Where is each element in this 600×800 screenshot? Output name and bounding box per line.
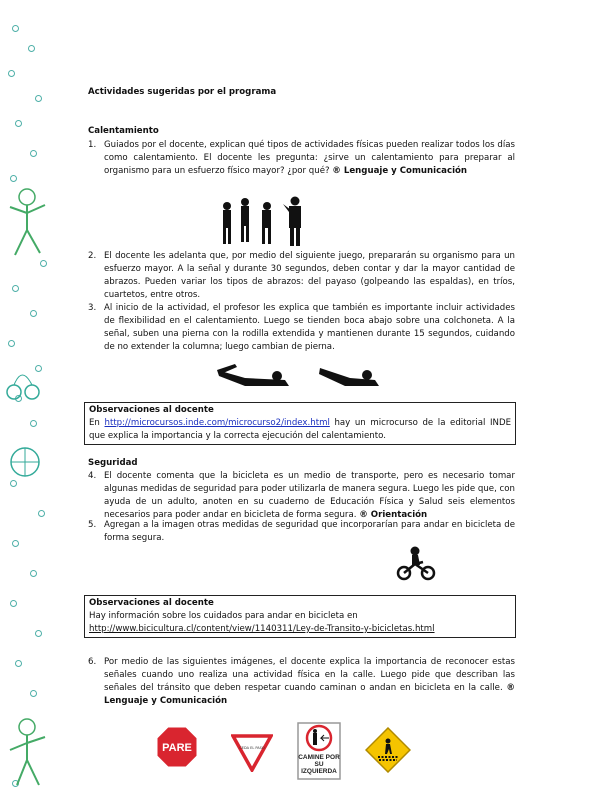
item-number: 4. (88, 471, 97, 481)
item-text: Por medio de las siguientes imágenes, el docente explica la importancia de reconocer estas señales cuando uno realiza una actividad física en la calle. Luego pide que describan las señales del tránsito que deben respetar cuando caminan o andan en bicicleta en la calle. (104, 657, 515, 693)
item-text: Al inicio de la actividad, el profesor les explica que también es importante incluir actividades de flexibilidad en el calentamiento. Luego se tienden boca abajo sobre una colchoneta. A la señal, suben una pierna con la rodilla extendida y mantienen durante 15 segundos, cuidando de no extender la columna; luego cambian de pierna. (104, 303, 515, 352)
microcurso-link[interactable]: http://microcursos.inde.com/microcurso2/index.html (104, 418, 330, 428)
stop-sign-label: PARE (162, 742, 192, 754)
stop-sign-icon (156, 726, 198, 768)
pedestrian-crossing-sign-icon (365, 727, 411, 773)
item-number: 6. (88, 657, 97, 667)
notes-text: Hay información sobre los cuidados para andar en bicicleta en (89, 611, 358, 621)
child-illustration-icon (5, 185, 50, 260)
list-item (88, 139, 515, 178)
list-item (88, 302, 515, 354)
bicycle-child-image (395, 546, 437, 582)
children-silhouettes-image (215, 196, 310, 248)
item-number: 2. (88, 251, 97, 261)
item-text: El docente comenta que la bicicleta es un medio de transporte, pero es necesario tomar algunas medidas de seguridad para poder utilizarla de manera segura. Luego les pide que, con ayuda de un adulto, anoten en su cuaderno de Educación Física y Salud seis elementos necesarios para poder andar en bicicleta de forma segura. (104, 471, 515, 520)
ball-icon (8, 445, 43, 480)
subject-tag: ® Lenguaje y Comunicación (332, 166, 468, 176)
notes-heading: Observaciones al docente (89, 405, 214, 415)
item-text: Guiados por el docente, explican qué tipos de actividades físicas pueden realizar todos los días como calentamiento. El docente les pregunta: ¿sirve un calentamiento para preparar al organismo para un esfuerzo físico mayor? ¿por qué? (104, 140, 515, 176)
teacher-notes-box (84, 402, 516, 445)
walk-sign-label: CAMINE POR SU IZQUIERDA (298, 754, 340, 775)
page-title: Actividades sugeridas por el programa (88, 87, 277, 97)
subject-tag: ® Orientación (359, 510, 428, 520)
list-item (88, 519, 515, 545)
subject-tag: ® Lenguaje y Comunicación (104, 683, 516, 706)
stretching-silhouettes-image (215, 362, 385, 390)
item-number: 3. (88, 303, 97, 313)
list-item (88, 470, 515, 522)
item-number: 1. (88, 140, 97, 150)
decorative-border (0, 0, 60, 800)
yield-sign-label: CEDA EL PASO (239, 746, 265, 750)
yield-sign-icon (231, 734, 273, 772)
section-heading-safety: Seguridad (88, 458, 138, 468)
teacher-notes-box (84, 595, 516, 638)
item-text: Agregan a la imagen otras medidas de seguridad que incorporarían para andar en bicicleta de forma segura. (104, 520, 515, 543)
bicicultura-link[interactable]: http://www.bicicultura.cl/content/view/1140311/Ley-de-Transito-y-bicicletas.html (89, 624, 435, 634)
notes-heading: Observaciones al docente (89, 598, 214, 608)
list-item (88, 250, 515, 302)
item-text: El docente les adelanta que, por medio del siguiente juego, prepararán su organismo para un esfuerzo mayor. A la señal y durante 30 segundos, deben contar y dar la mayor cantidad de abrazos. Pueden variar los tipos de abrazos: del payaso (golpeando las espaldas), en tríos, cuartetos, entre otros. (104, 251, 515, 300)
item-number: 5. (88, 520, 97, 530)
cherries-icon (2, 360, 47, 405)
section-heading-warmup: Calentamiento (88, 126, 159, 136)
child-illustration-icon (5, 715, 50, 790)
notes-text: En (89, 418, 100, 428)
notes-text: hay un microcurso de la editorial INDE que explica la importancia y la correcta ejecución del calentamiento. (89, 418, 511, 441)
list-item (88, 656, 515, 708)
